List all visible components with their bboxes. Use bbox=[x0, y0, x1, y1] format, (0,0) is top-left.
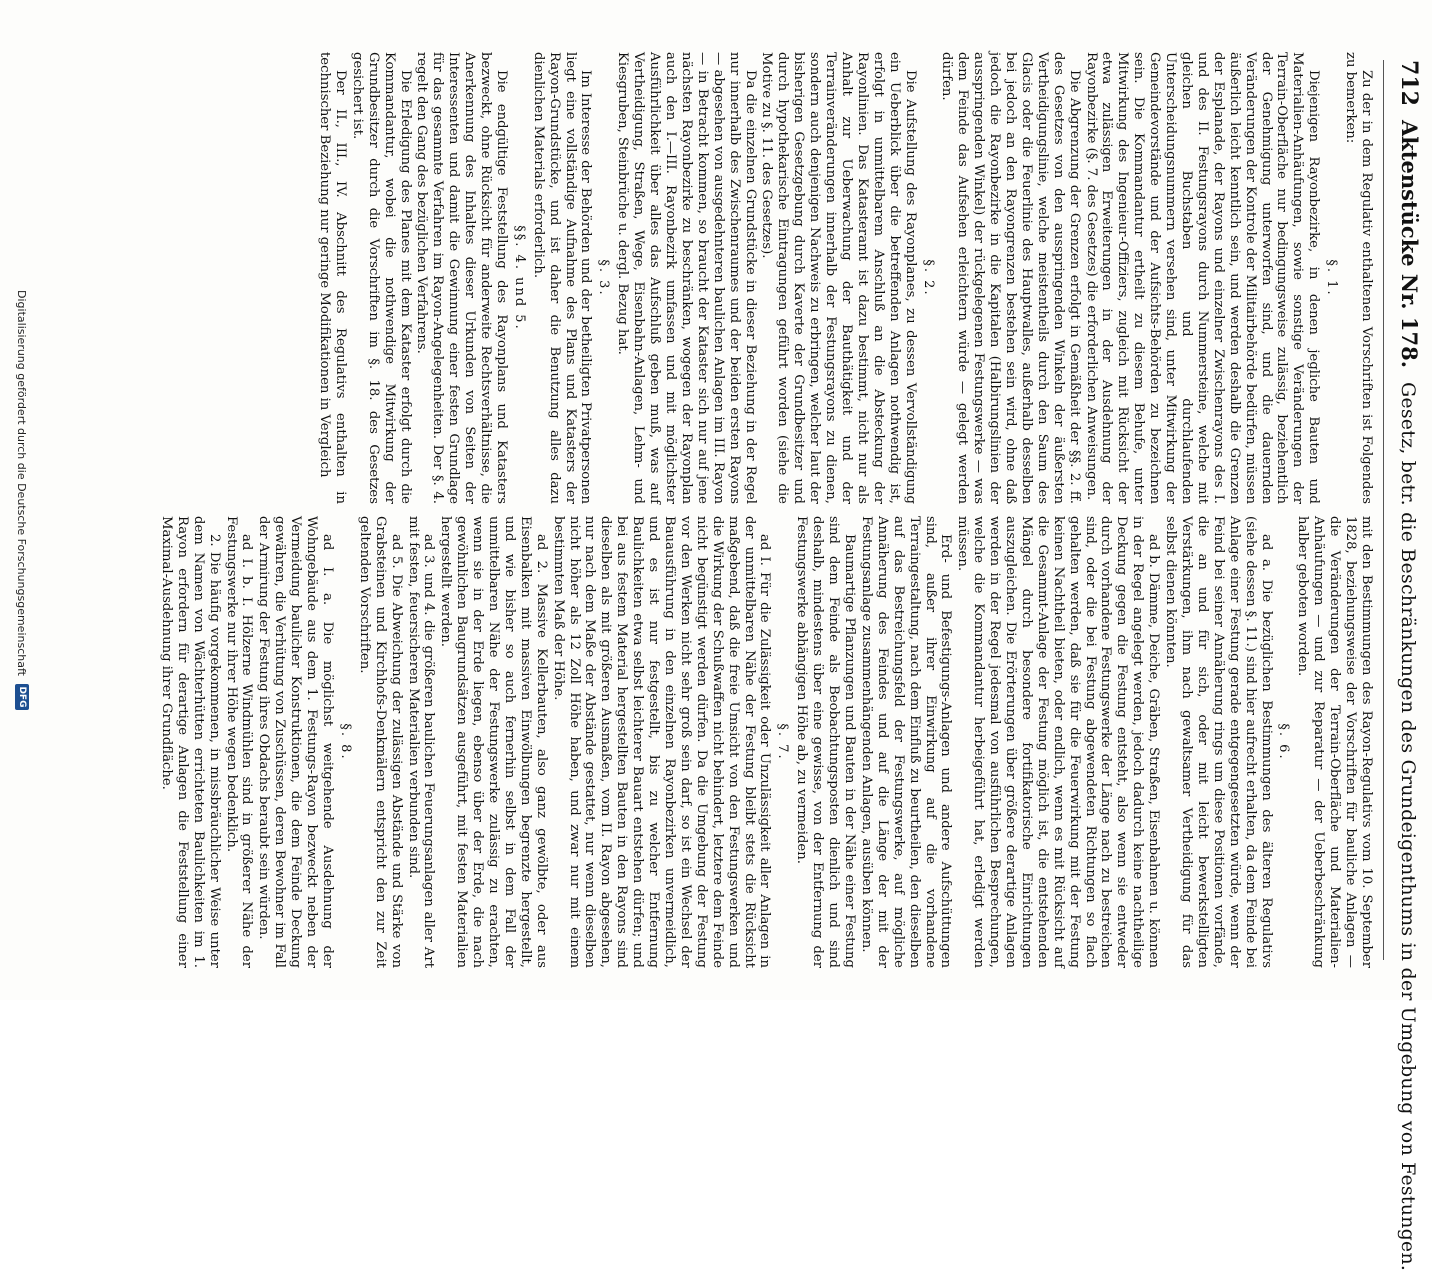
paragraph: Die endgültige Feststellung des Rayonplans und Katasters bezweckt, ohne Rücksicht für anderweite Rechtsverhältnisse, die Anerkennung des Inhaltes dieser Urkunden von Seiten der Interessenten und damit die Gewinnung einer festen Grundlage für das gesammte Verfahren im Rayon-Angelegenheiten. Der §. 4. regelt den Gang des bezüglichen Verfahrens. bbox=[414, 52, 509, 504]
section-heading-4-5: §§. 4. und 5. bbox=[511, 225, 527, 331]
section-heading-1: §. 1. bbox=[1324, 259, 1340, 297]
paragraph: ad I. b. I. Hölzerne Windmühlen sind in größerer Nähe der Festungswerke nur ihrer Höhe wegen bedenklich. bbox=[223, 516, 255, 968]
paragraph: Baumartige Pflanzungen und Bauten in der Nähe einer Festung sind dem Feinde als Beobachtungsposten dienlich und sind deshalb, mindestens über eine gewisse, von der Entfernung der Festungswerke abhängigen Höhe ab, zu vermeiden. bbox=[794, 516, 857, 968]
paragraph: Erd- und Befestigungs-Anlagen und andere Aufschüttungen sind, außer ihrer Einwirkung auf die vorhandene Terraingestaltung, nach dem Einfluß zu beurtheilen, den dieselben auf das Bestreichungsfeld der Festungswerke, auf mögliche Annäherung des Feindes und auf die Länge der mit der Festungsanlage zusammenhängenden Anlagen, ausüben können. bbox=[858, 516, 954, 968]
continued-paragraph: mit den Bestimmungen des Rayon-Regulativs vom 10. September 1828, beziehungsweise der Vorschriften für bauliche Anlagen — die Veränderungen der Terrain-Oberfläche und Materialien-Anhäufungen — und zur Reparatur — der Ueberbeschränkung halber geboten worden. bbox=[1295, 516, 1374, 968]
paragraph: ad 5. Die Abweichung der zulässigen Abstände und Stärke von Grabsteinen und Kirchhofs-Denkmälern entspricht den zur Zeit geltenden Vorschriften. bbox=[356, 516, 404, 968]
intro-paragraph: Zu der in dem Regulativ enthaltenen Vorschriften ist Folgendes zu bemerken: bbox=[1343, 52, 1374, 504]
paragraph: ad b. Dämme, Deiche, Gräben, Straßen, Eisenbahnen u. können in der Regel angelegt werden, jedoch dadurch keine nachtheilige Deckung gegen die Festung entsteht, also wenn sie entweder durch vorhandene Festungswerke der Länge nach zu bestreichen sind, oder die bei Festung abgewendeten Richtungen so flach gehalten werden, daß sie für die Feuerwirkung mit der Festung keinen Nachtheil bieten, oder endlich, wenn es mit Rücksicht auf die Gesammt-Anlage der Festung möglich ist, die entstehenden Mängel durch besondere fortifikatorische Einrichtungen auszugleichen. Die Erörterungen über größere derartige Anlagen werden in der Regel jedesmal von ausführlichen Besprechungen, welche die Kommandantur herbeigeführt hat, erledigt werden müssen. bbox=[955, 516, 1162, 968]
section-heading-7: §. 7. bbox=[775, 723, 791, 761]
page-header bbox=[1382, 60, 1422, 1271]
paragraph: 2. Die häufig vorgekommenen, in missbräuchlicher Weise unter dem Namen von Wächterhütten errichteten Baulichkeiten im 1. Rayon erfordern für derartige Anlagen die Feststellung einer Maximal-Ausdehnung ihrer Grundfläche. bbox=[158, 516, 222, 968]
paragraph: Diejenigen Rayonbezirke, in denen jegliche Bauten und Materialien-Anhäufungen, sowie sonstige Veränderungen der Terrain-Oberfläche nur bedingungsweise zulässig, beziehentlich der Genehmigung unterworfen sind, und die dauernden Veränderungen der Kontrole der Militairbehörde bedürfen, müssen äußerlich leicht kenntlich sein, und werden deshalb die Grenzen der Esplanade, der Rayons und einzelner Zwischenrayons des I. und des II. Festungsrayons durch Nummersteine, welche mit gleichen Buchstaben und durchlaufenden Unterscheidungsnummern versehen sind, unter Mitwirkung der Gemeindevorstände und der Aufsichts-Behörden zu bezeichnen sein. Die Kommandantur ertheilt zu diesem Behufe, unter Mitwirkung des Ingenieur-Offiziers, zugleich mit Rücksicht der etwa zulässigen Erweiterungen in der Ausdehnung der Rayonbezirke (§. 7. des Gesetzes) die erforderlichen Anweisungen. bbox=[1083, 52, 1322, 504]
section-heading-2: §. 2. bbox=[920, 259, 936, 297]
paragraph: Im Interesse der Behörden und der betheiligten Privatpersonen liegt eine vollständige Aufnahme des Plans und Katasters der Rayon-Grundstücke, und ist daher die Benutzung alles dazu dienlichen Materials erforderlich. bbox=[530, 52, 594, 504]
dfg-logo-icon: DFG bbox=[15, 684, 29, 710]
page-number: 712 bbox=[1396, 60, 1422, 106]
digitization-footer bbox=[10, 40, 34, 960]
paragraph: ad I. Für die Zulässigkeit oder Unzulässigkeit aller Anlagen in der unmittelbaren Nähe der Festung bleibt stets die Rücksicht maßgebend, daß die freie Umsicht von den Festungswerken und die Wirkung der Schußwaffen nicht behindert, letztere dem Feinde nicht begünstigt werden dürfen. Da die Umgebung der Festung vor den Werken nicht sehr groß sein darf, so ist ein Wechsel der Bauausführung in den einzelnen Rayonbezirken unvermeidlich, und es ist nur festgestellt, bis zu welcher Entfernung Baulichkeiten etwa selbst leichterer Bauart entstehen dürfen; und bei aus festem Material hergestellten Bauten in den Rayons sind dieselben als mit größeren Ausmaßen, vom II. Rayon abgesehen, nur nach dem Maße der Abstände gestattet, nur wenn dieselben nicht höher als 12 Zoll Höhe haben, und zwar nur mit einem bestimmten Maß der Höhe. bbox=[550, 516, 773, 968]
paragraph: ad a. Die bezüglichen Bestimmungen des älteren Regulativs (siehe dessen §. 11.) sind hier aufrecht erhalten, da dem Feinde bei Anlage einer Festung gerade entgegengesetzten würde, wenn der Feind bei seiner Annäherung rings um diese Positionen vorfände, die an und für sich, oder mit leicht bewerkstelligten Verstärkungen, ihm nach gewaltsamer Vertheidigung für das selbst dienen könnten. bbox=[1163, 516, 1274, 968]
section-heading-6: §. 6. bbox=[1276, 723, 1292, 761]
paragraph: ad 3. und 4. die größeren baulichen Feuerungsanlagen aller Art mit festen, feuersicheren Materialien verbunden sind. bbox=[405, 516, 437, 968]
section-heading-8: §. 8. bbox=[337, 723, 353, 761]
section-heading-3: §. 3. bbox=[596, 259, 612, 297]
paragraph: Die Abgrenzung der Grenzen erfolgt in Gemäßheit der §§. 2. ff. des Gesetzes von den ausspringenden Winkeln der äußersten Vertheidigungslinie, welche meistentheils durch den Saum des Glacis oder die Feuerlinie des Hauptwalles, außerhalb desselben bei jedoch an den Rayongrenzen bestehen sein wird, ohne daß jedoch die Rayonbezirke in die Kapitalen (Halbirungslinien der ausspringenden Winkel) der rückgelegenen Festungswerke — was dem Feinde das Aufsehen erleichtern würde — gelegt werden dürfen. bbox=[939, 52, 1082, 504]
header-divider bbox=[1383, 60, 1384, 960]
paragraph: Die Erledigung des Planes mit dem Kataster erfolgt durch die Kommandantur, wobei die nothwendige Mitwirkung der Grundbesitzer durch die Vorschriften im §. 18. des Gesetzes gesichert ist. bbox=[349, 52, 413, 504]
paragraph: Da die einzelnen Grundstücke in dieser Beziehung in der Regel nur innerhalb des Zwischenraumes und der beiden ersten Rayons — abgesehen von ausgedehnteren baulichen Anlagen im III. Rayon — in Betracht kommen, so braucht der Kataster sich nur auf jene nächsten Rayonbezirke zu beschränken, wogegen der Rayonplan auch den I.—III. Rayonbezirk umfassen und mit möglichster Ausführlichkeit über alles das Aufschluß geben muß, was auf Vertheidigung, Straßen, Wege, Eisenbahn-Anlagen, Lehm- und Kiesgruben, Steinbrüche u. dergl. Bezug hat. bbox=[615, 52, 758, 504]
funding-credit: Digitalisierung gefördert durch die Deutsche Forschungsgemeinschaft bbox=[15, 290, 29, 676]
page-title: Gesetz, betr. die Beschränkungen des Grundeigenthums in der Umgebung von Festungen. bbox=[1397, 382, 1419, 1271]
paragraph: Die Aufstellung des Rayonplanes, zu dessen Vervollständigung ein Ueberblick über die betreffenden Anlagen nothwendig ist, erfolgt in unmittelbarem Anschluß an die Absteckung der Rayonlinien. Das Katasteramt ist dazu bestimmt, nicht nur als Anhalt zur Ueberwachung der Bauthätigkeit und der Terrainveränderungen innerhalb der Festungsrayons zu dienen, sondern auch denjenigen Nachweis zu erbringen, welcher laut der bisherigen Gesetzgebung durch Kaverte der Grundbesitzer und durch hypothekarische Eintragungen geführt worden (siehe die Motive zu §. 11. des Gesetzes). bbox=[759, 52, 918, 504]
document-topic: Aktenstücke Nr. 178. bbox=[1397, 119, 1422, 369]
paragraph: ad I. a. Die möglichst weitgehende Ausdehnung der Wohngebäude aus dem 1. Festungs-Rayon bezweckt neben der Vermeidung baulicher Konstruktionen, die dem Feinde Deckung gewähren, die Verhütung von Zuschüssen, deren Bewohner im Fall der Armirung der Festung ihres Obdachs beraubt sein würden. bbox=[256, 516, 335, 968]
paragraph: ad 2. Massive Kellerbauten, also ganz gewölbte, oder aus Eisenbalken mit massiven Einwölbungen begrenzte hergestellt, und wie bisher so auch fernerhin selbst in dem Fall der unmittelbaren Nähe der Festungswerke zulässig zu erachten, wenn sie in der Erde liegen, ebenso über der Erde, die nach gewöhnlichen Baugrundsätzen ausgeführt, mit festen Materialien hergestellt werden. bbox=[438, 516, 549, 968]
paragraph: Der II., III., IV. Abschnitt des Regulativs enthalten in technischer Beziehung nur geringe Modifikationen in Vergleich bbox=[317, 52, 348, 504]
right-text-column bbox=[157, 516, 1374, 968]
left-text-column bbox=[315, 52, 1374, 504]
